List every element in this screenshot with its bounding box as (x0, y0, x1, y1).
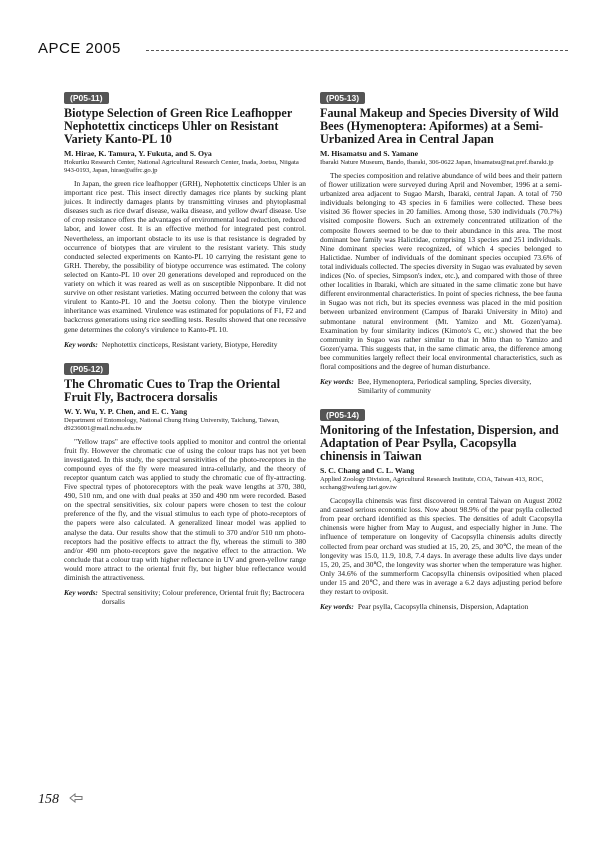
abstract-keywords (64, 340, 306, 349)
abstract-p05-11 (64, 88, 306, 349)
abstract-p05-12 (64, 359, 306, 607)
abstract-p05-14 (320, 405, 562, 611)
abstract-body: In Japan, the green rice leafhopper (GRH), Nephotettix cincticeps Uhler is an important rice pest. This insect directly damages rice plants by sucking plant juices. It indirectly damages plants by transmitting viruses and phytoplasmal diseases such as rice dwarf disease, waika disease, and yellow dwarf disease. Use of crop resistance offers the advantages of environmental load reduction, reduced labor, and lower cost. It is an effective method for integrated pest control. Nevertheless, an important obstacle to its use is that resistance is degraded by occurrence of biotypes that are virulent to the resistant variety. This study conducted selected experiments on Kanto-PL 10 carrying the resistant gene to GRH. Thereby, the possibility of biotype occurrence was estimated. The colony selected on Kanto-PL 10 over 20 generations developed and reproduced on the variety on which it was reared as well as on susceptible Nipponbare. It did not survive on other resistant varieties. Mating occurred between the colony that was virulent to Kanto-PL 10 and the Joetsu colony. Then the biotype virulence inheritance was examined. Virulence was estimated for populations of F1, F2 and backcross generations using rice seedling tests. Results showed that one recessive gene determines the colony's virulence to Kanto-PL 10. (64, 179, 306, 334)
conference-name: APCE 2005 (38, 40, 121, 57)
abstract-title: Monitoring of the Infestation, Dispersion, and Adaptation of Pear Psylla, Cacopsylla chinensis in Taiwan (320, 423, 559, 464)
abstract-authors: W. Y. Wu, Y. P. Chen, and E. C. Yang (64, 406, 188, 416)
keywords-text: Pear psylla, Cacopsylla chinensis, Dispersion, Adaptation (357, 602, 529, 612)
left-column (64, 88, 306, 616)
page-header (38, 40, 568, 60)
abstract-keywords (320, 377, 562, 395)
abstract-body: The species composition and relative abundance of wild bees and their pattern of flower utilization were surveyed during April and November, 1996 at a semi-urbanized area adjacent to Sugao Marsh, Ibaraki, central Japan. A total of 750 individuals belonging to 43 species in 6 families were collected. These bees visited 36 flower species in 20 families. Among those, 530 individuals (70.7%) visited composite flowers. Such an extremely concentrated utilization of the composite flowers seemed to be due to their abundance in this area. The most dominant bee family was Halictidae, comprising 13 species and 251 individuals. Nine dominant species were recognized, of which 4 species belonged to Halictidae. Number of individuals of the dominant species occupied 73.6% of total individuals collected. The species diversity in Sugao was evaluated by seven indices (No. of species, Simpson's index, etc.), and compared with those of three other localities in Ibaraki, which are situated in the same climatic zone but have different environmental characteristics. In point of species richness, the bee fauna in Sugao was not rich, but its species evenness was placed in the mid position between urbanized environment (Campus of Ibaraki University in Mito) and submontane natural environment (Mt. Yamizo and Mt. Gozen'yama). Examination by four similarity indices (Kimoto's C, etc.) showed that the bee community in Sugao was rather similar to that in Mito than to Yamizo and Gozen'yama. This suggests that, in the same climatic area, the difference among bee communities largely reflect their local environmental characteristics, such as floral compositions and the degree of human disturbance. (320, 171, 562, 371)
abstract-body: Cacopsylla chinensis was first discovered in central Taiwan on August 2002 and caused serious economic loss. Now about 98.9% of the pear psylla collected from pear orchard identified as this species. The densities of adult Cacopsylla chinensis were higher from May to August, and especially higher in June. The influence of temperature on longevity of Cacopsylla chinensis adults directly collected from pear orchard was studied at 15, 20, 25, and 30℃, the mean of the longevity was 15.0, 11.9, 10.8, 7.4 days. In average these adults live days under 15, 20, 25, and 30℃, the longevity was shorter when the temperature was higher. Only 34.6% of the summerform Cacopsylla chinensis ovipositied when placed under 15 and 20℃, and there was in average a 6.2 days adjusting period before they restart to oviposit. (320, 496, 562, 596)
abstract-title: The Chromatic Cues to Trap the Oriental Fruit Fly, Bactrocera dorsalis (64, 376, 280, 404)
abstract-p05-13 (320, 88, 562, 395)
right-column (320, 88, 562, 621)
abstract-body: "Yellow traps" are effective tools applied to monitor and control the oriental fruit fly. However the chromatic cue of using the colour traps has not yet been investigated. In this study, the spectral sensitivities of the photo-receptors in the compound eyes of the fly were measured intra-cellularly, and the theory of receptor quantum catch was applied to study the chromatic cue of fly-attracting. Five spectral types of photoreceptors with the peak wave lengths at 370, 380, 490, 510 nm, and one with dual peaks at 350 and 490 nm were recorded. Based on the spectral sensitivities, six colour papers were chosen to test the colour preference of the fly, and the visual stimulus to each type of photo-receptors of the papers were also calculated. A generalized linear model was applied to analyse the data. Our results show that the stimuli to 370 and/or 510 nm photo-receptors had the positive effects to attract the fly, whereas the stimuli to 380 and/or 490 nm photo-receptors gave the negative effect to the attraction. We conclude that a colour trap with higher reflectance in UV and green-yellow range would more attract to the oriental fruit fly, but higher blue reflectance would diminish the attractiveness. (64, 436, 306, 582)
header-rule (146, 50, 568, 51)
keywords-label: Key words: (64, 588, 98, 598)
abstract-authors: M. Hirae, K. Tamura, Y. Fukuta, and S. Oya (64, 149, 212, 158)
page-footer (38, 790, 238, 810)
keywords-label: Key words: (64, 339, 98, 349)
arrow-left-icon (69, 790, 83, 808)
page-number: 158 (38, 792, 59, 807)
keywords-text: Spectral sensitivity; Colour preference, Oriental fruit fly; Bactrocera dorsalis (101, 588, 305, 607)
abstract-tag: (P05-13) (320, 92, 365, 104)
abstract-authors: M. Hisamatsu and S. Yamane (320, 149, 419, 158)
abstract-affiliation: Hokuriku Research Center, National Agricultural Research Center, Inada, Joetsu, Niigata 943-0193, Japan, hirae@affrc.go.jp (64, 159, 299, 174)
abstract-keywords (320, 602, 562, 611)
abstract-tag: (P05-11) (64, 92, 109, 104)
keywords-label: Key words: (320, 602, 354, 612)
keywords-text: Bee, Hymenoptera, Periodical sampling, Species diversity, Similarity of community (357, 377, 532, 396)
abstract-authors: S. C. Chang and C. L. Wang (320, 466, 415, 476)
abstract-affiliation: Department of Entomology, National Chung Hsing University, Taichung, Taiwan, d9236001@mail.nchu.edu.tw (64, 416, 280, 432)
abstract-title: Faunal Makeup and Species Diversity of Wild Bees (Hymenoptera: Apiformes) at a Semi-Urbanized Area in Central Japan (320, 106, 559, 146)
abstract-affiliation: Ibaraki Nature Museum, Bando, Ibaraki, 306-0622 Japan, hisamatsu@nat.pref.ibaraki.jp (320, 159, 554, 166)
abstract-tag: (P05-12) (64, 363, 109, 375)
abstract-keywords (64, 588, 306, 606)
abstract-tag: (P05-14) (320, 409, 365, 421)
abstract-affiliation: Applied Zoology Division, Agricultural Research Institute, COA, Taiwan 413, ROC, scchang@wufeng.tari.gov.tw (320, 476, 544, 492)
keywords-label: Key words: (320, 377, 354, 387)
keywords-text: Nephotettix cincticeps, Resistant variety, Biotype, Heredity (101, 339, 278, 349)
abstract-title: Biotype Selection of Green Rice Leafhopper Nephotettix cincticeps Uhler on Resistant Variety Kanto-PL 10 (64, 106, 293, 146)
